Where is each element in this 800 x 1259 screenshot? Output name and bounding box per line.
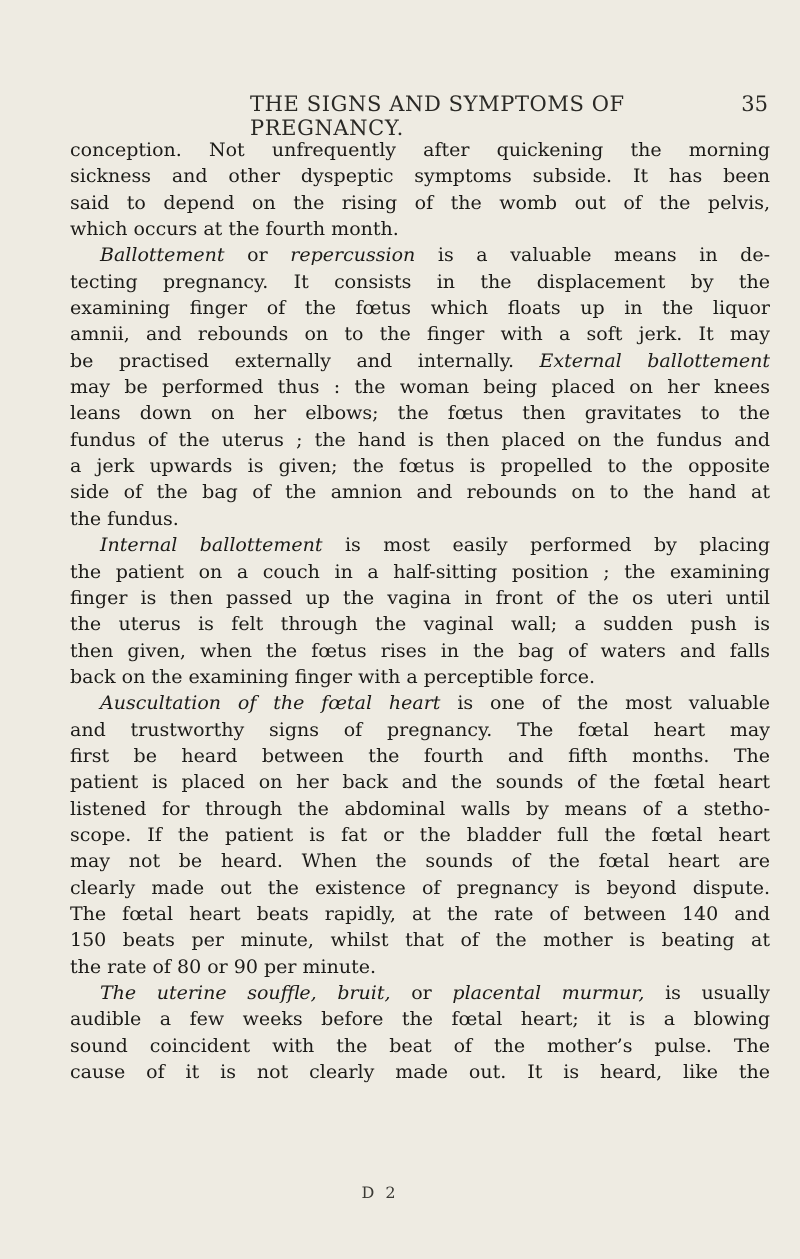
text-line (70, 216, 770, 242)
text-line (70, 717, 770, 743)
text-line (70, 743, 770, 769)
text-line (70, 348, 770, 374)
text-run: finger is then passed up the vagina in front of the os uteri until (70, 586, 770, 609)
text-line (70, 559, 770, 585)
text-line (70, 321, 770, 347)
italic-term: The uterine souffle, bruit, (100, 982, 391, 1004)
signature-label: D 2 (361, 1183, 399, 1202)
text-line (70, 295, 770, 321)
text-line (70, 769, 770, 795)
text-run: said to depend on the rising of the womb out of the pelvis, (70, 191, 770, 214)
text-run: fundus of the uterus ; the hand is then placed on the fundus and (70, 428, 770, 451)
text-line (70, 137, 770, 163)
text-run: amnii, and rebounds on to the finger with a soft jerk. It may (70, 323, 770, 346)
text-line (70, 1033, 770, 1059)
text-run: side of the bag of the amnion and rebounds on to the hand at (70, 481, 770, 504)
text-line (70, 532, 770, 558)
text-run: 150 beats per minute, whilst that of the mother is beating at (70, 929, 770, 952)
italic-term: Ballottement (100, 244, 225, 267)
text-run: which occurs at the fourth month. (70, 218, 399, 241)
text-run: clearly made out the existence of pregnancy is beyond dispute. (70, 876, 770, 899)
text-run: is one of the most valuable (440, 692, 770, 715)
text-line (70, 954, 770, 980)
text-line (70, 611, 770, 637)
text-run: a jerk upwards is given; the fœtus is propelled to the opposite (70, 455, 770, 478)
text-run: may be performed thus : the woman being placed on her knees (70, 376, 770, 399)
text-line (70, 453, 770, 479)
text-run: the uterus is felt through the vaginal wall; a sudden push is (70, 613, 770, 636)
italic-term: Auscultation of the fœtal heart (100, 692, 441, 715)
text-line (70, 901, 770, 927)
text-run: examining finger of the fœtus which floats up in the liquor (70, 297, 770, 320)
page-number: 35 (741, 92, 768, 116)
text-run: leans down on her elbows; the fœtus then gravitates to the (70, 402, 770, 425)
text-line (70, 163, 770, 189)
text-line (70, 190, 770, 216)
text-run: The fœtal heart beats rapidly, at the rate of between 140 and (70, 902, 770, 925)
text-line (70, 427, 770, 453)
text-run: the fundus. (70, 507, 179, 530)
text-line (70, 1059, 770, 1085)
text-run: or (224, 244, 291, 267)
text-run: is a valuable means in de- (415, 244, 770, 267)
text-run: listened for through the abdominal walls by means of a stetho- (70, 797, 770, 820)
italic-term: Internal ballottement (100, 534, 323, 557)
text-run: be practised externally and internally. (70, 349, 540, 372)
text-run: back on the examining finger with a perceptible force. (70, 665, 595, 688)
text-run: and trustworthy signs of pregnancy. The fœtal heart may (70, 718, 770, 741)
text-line (70, 980, 770, 1006)
text-line (70, 690, 770, 716)
text-line (70, 400, 770, 426)
text-run: tecting pregnancy. It consists in the displacement by the (70, 270, 770, 293)
text-run: then given, when the fœtus rises in the bag of waters and falls (70, 639, 770, 662)
text-run: conception. Not unfrequently after quickening the morning (70, 139, 770, 161)
text-run: patient is placed on her back and the sounds of the fœtal heart (70, 771, 770, 794)
text-run: is usually (644, 982, 770, 1004)
text-run: audible a few weeks before the fœtal heart; it is a blowing (70, 1008, 770, 1031)
text-run: sickness and other dyspeptic symptoms subside. It has been (70, 165, 770, 188)
running-head (70, 92, 770, 140)
signature-mark (0, 1183, 800, 1202)
body-text (70, 137, 770, 1085)
text-line (70, 585, 770, 611)
running-title: THE SIGNS AND SYMPTOMS OF PREGNANCY. (250, 92, 625, 140)
text-line (70, 1006, 770, 1032)
text-line (70, 927, 770, 953)
text-line (70, 506, 770, 532)
text-line (70, 664, 770, 690)
text-line (70, 796, 770, 822)
text-run: cause of it is not clearly made out. It is heard, like the (70, 1061, 770, 1084)
text-line (70, 638, 770, 664)
text-line (70, 875, 770, 901)
text-line (70, 822, 770, 848)
text-run: the patient on a couch in a half-sitting position ; the examining (70, 560, 770, 583)
text-line (70, 374, 770, 400)
italic-term: placental murmur, (452, 982, 645, 1004)
italic-term: repercussion (290, 244, 416, 267)
text-line (70, 242, 770, 268)
text-line (70, 848, 770, 874)
italic-term: External ballottement (539, 349, 770, 372)
text-run: is most easily performed by placing (322, 534, 770, 557)
text-run: the rate of 80 or 90 per minute. (70, 955, 377, 978)
text-line (70, 269, 770, 295)
text-run: first be heard between the fourth and fifth months. The (70, 744, 770, 767)
text-run: or (390, 982, 453, 1004)
text-run: scope. If the patient is fat or the bladder full the fœtal heart (70, 823, 770, 846)
text-run: sound coincident with the beat of the mother’s pulse. The (70, 1034, 770, 1057)
text-run: may not be heard. When the sounds of the fœtal heart are (70, 850, 770, 873)
text-line (70, 479, 770, 505)
